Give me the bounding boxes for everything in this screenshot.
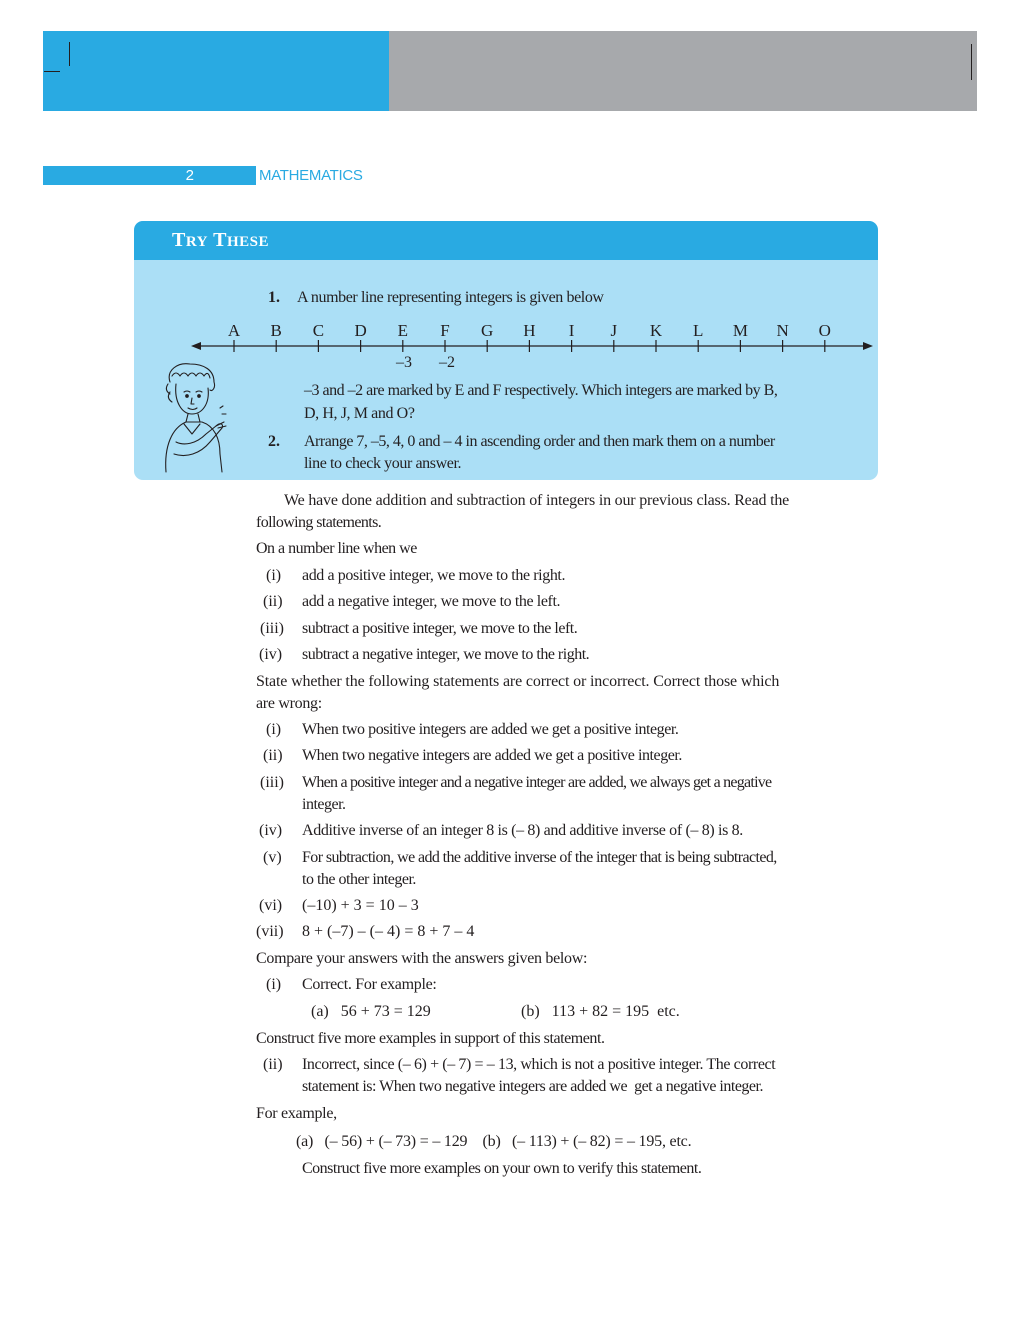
list-item: For subtraction, we add the additive inverse of the integer that is being subtracted, bbox=[302, 849, 777, 866]
list-number: (iii) bbox=[260, 774, 284, 791]
list-item: add a negative integer, we move to the left. bbox=[302, 593, 561, 610]
list-number: (ii) bbox=[263, 593, 283, 610]
question-number: 2. bbox=[268, 433, 280, 450]
crop-mark bbox=[69, 42, 70, 66]
right-arrow-icon bbox=[863, 342, 873, 350]
list-item: When a positive integer and a negative integer are added, we always get a negative bbox=[302, 774, 772, 791]
list-item: subtract a negative integer, we move to the right. bbox=[302, 646, 590, 663]
number-line-letter-m: M bbox=[732, 321, 748, 340]
crop-mark bbox=[971, 44, 972, 80]
list-number: (iv) bbox=[259, 646, 283, 663]
number-line-letter-i: I bbox=[568, 321, 575, 340]
number-line-letter-j: J bbox=[610, 321, 618, 340]
list-item: add a positive integer, we move to the right. bbox=[302, 567, 566, 584]
paragraph: Construct five more examples in support of this statement. bbox=[256, 1030, 605, 1047]
number-line-letter-e: E bbox=[397, 321, 408, 340]
number-line-letter-n: N bbox=[776, 321, 789, 340]
tick-label-e: –3 bbox=[396, 354, 412, 370]
example: (a) (– 56) + (– 73) = – 129 (b) (– 113) + (– 82) = – 195, etc. bbox=[296, 1133, 692, 1150]
paragraph: Compare your answers with the answers given below: bbox=[256, 950, 588, 967]
list-item: Incorrect, since (– 6) + (– 7) = – 13, which is not a positive integer. The correct bbox=[302, 1056, 776, 1073]
list-item: 8 + (–7) – (– 4) = 8 + 7 – 4 bbox=[302, 923, 475, 940]
try-these-header bbox=[134, 221, 878, 260]
number-line-letter-b: B bbox=[270, 321, 282, 340]
list-number: (i) bbox=[266, 567, 282, 584]
number-line-letter-c: C bbox=[312, 321, 325, 340]
example: (b) 113 + 82 = 195 etc. bbox=[521, 1003, 680, 1020]
try-these-title: TRY THESE bbox=[172, 229, 269, 251]
paragraph: For example, bbox=[256, 1105, 337, 1122]
list-item: Correct. For example: bbox=[302, 976, 437, 993]
list-item: integer. bbox=[302, 796, 346, 813]
number-line-letter-f: F bbox=[440, 321, 450, 340]
running-head-subject: MATHEMATICS bbox=[259, 167, 363, 184]
top-header-grey-band bbox=[389, 31, 977, 111]
list-item: When two positive integers are added we get a positive integer. bbox=[302, 721, 679, 738]
paragraph: State whether the following statements are correct or incorrect. Correct those which bbox=[256, 673, 780, 690]
list-number: (iv) bbox=[259, 822, 283, 839]
number-line-letter-g: G bbox=[481, 321, 494, 340]
question-text: A number line representing integers is given below bbox=[297, 289, 604, 306]
list-item: (–10) + 3 = 10 – 3 bbox=[302, 897, 419, 914]
question-body: D, H, J, M and O? bbox=[304, 405, 415, 422]
number-line-letter-d: D bbox=[354, 321, 367, 340]
number-line-letter-k: K bbox=[649, 321, 663, 340]
question-number: 1. bbox=[268, 289, 280, 306]
list-item: Additive inverse of an integer 8 is (– 8) and additive inverse of (– 8) is 8. bbox=[302, 822, 743, 839]
top-header-blue-band bbox=[43, 31, 389, 111]
page-number: 2 bbox=[43, 166, 256, 185]
number-line-letter-h: H bbox=[523, 321, 536, 340]
list-number: (i) bbox=[266, 721, 282, 738]
question-body: –3 and –2 are marked by E and F respectively. Which integers are marked by B, bbox=[304, 382, 778, 399]
list-item: statement is: When two negative integers are added we get a negative integer. bbox=[302, 1078, 763, 1095]
tick-label-f: –2 bbox=[439, 354, 455, 370]
list-item: to the other integer. bbox=[302, 871, 416, 888]
example: (a) 56 + 73 = 129 bbox=[311, 1003, 431, 1020]
list-number: (vi) bbox=[259, 897, 283, 914]
number-line-letters bbox=[228, 321, 831, 340]
crop-mark bbox=[44, 71, 60, 72]
list-number: (iii) bbox=[260, 620, 284, 637]
thinking-girl-illustration bbox=[158, 362, 230, 474]
left-arrow-icon bbox=[191, 342, 201, 350]
paragraph: We have done addition and subtraction of integers in our previous class. Read the bbox=[284, 492, 790, 509]
question-text: line to check your answer. bbox=[304, 455, 462, 472]
list-number: (v) bbox=[263, 849, 282, 866]
list-number: (vii) bbox=[256, 923, 284, 940]
number-line-letter-l: L bbox=[693, 321, 704, 340]
paragraph: Construct five more examples on your own to verify this statement. bbox=[302, 1160, 702, 1177]
number-line-letter-a: A bbox=[227, 321, 241, 340]
paragraph: are wrong: bbox=[256, 695, 322, 712]
list-number: (ii) bbox=[263, 747, 283, 764]
paragraph: On a number line when we bbox=[256, 540, 417, 557]
number-line bbox=[187, 318, 877, 370]
question-text: Arrange 7, –5, 4, 0 and – 4 in ascending order and then mark them on a number bbox=[304, 433, 775, 450]
list-number: (i) bbox=[266, 976, 282, 993]
list-item: subtract a positive integer, we move to the left. bbox=[302, 620, 578, 637]
list-item: When two negative integers are added we get a positive integer. bbox=[302, 747, 682, 764]
number-line-letter-o: O bbox=[818, 321, 831, 340]
list-number: (ii) bbox=[263, 1056, 283, 1073]
paragraph: following statements. bbox=[256, 514, 382, 531]
